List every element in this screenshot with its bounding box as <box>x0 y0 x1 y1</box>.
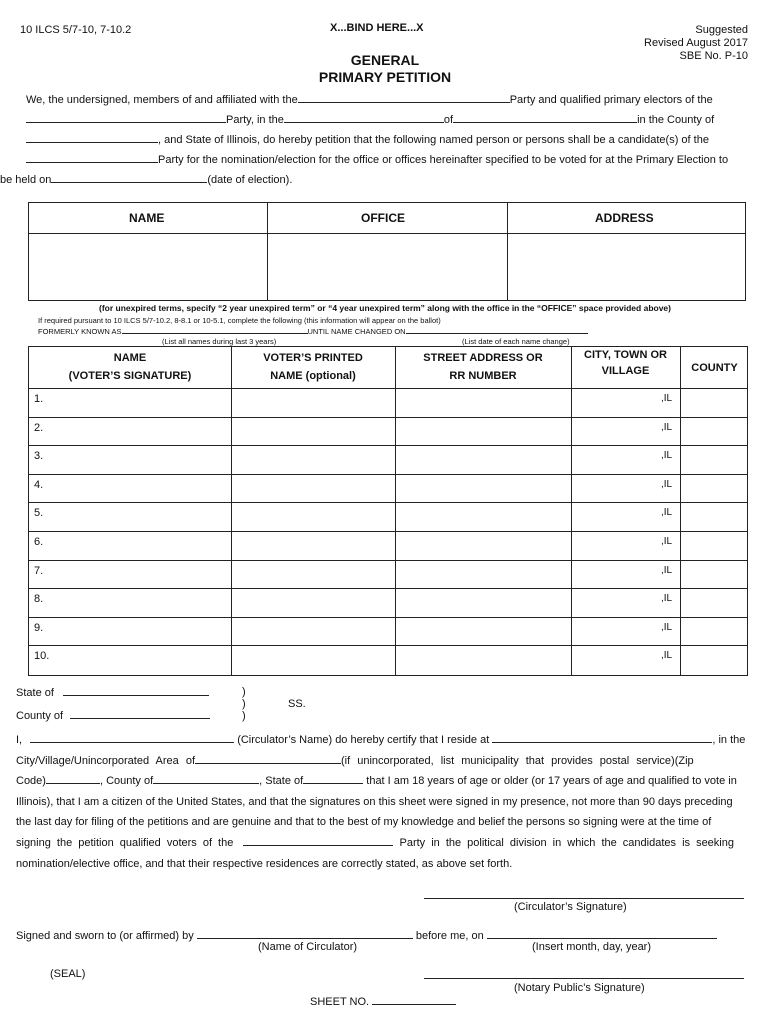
sheet-no-label: SHEET NO. <box>310 996 370 1008</box>
printed-name-cell[interactable] <box>231 561 395 589</box>
table-row <box>29 532 747 561</box>
voter-signature-cell[interactable] <box>29 503 231 531</box>
intro-text-2: Party and qualified primary electors of the <box>509 94 713 106</box>
street-address-cell[interactable] <box>395 589 571 617</box>
candidate-office-cell[interactable] <box>268 234 507 301</box>
political-division-field[interactable] <box>284 112 444 123</box>
row-number: 9. <box>34 621 44 634</box>
page-title <box>0 52 770 86</box>
venue-county-field[interactable] <box>70 708 210 719</box>
state-suffix: ,IL <box>661 564 673 576</box>
table-row <box>29 446 747 475</box>
header-county: COUNTY <box>691 362 738 374</box>
cert-text-8: , State of <box>259 775 304 788</box>
circulator-party-field[interactable] <box>243 835 393 846</box>
row-number: 3. <box>34 450 44 463</box>
county-cell[interactable] <box>680 618 749 646</box>
cert-text-3: , in the <box>712 734 746 746</box>
printed-name-cell[interactable] <box>231 446 395 474</box>
until-changed-label: UNTIL NAME CHANGED ON <box>307 327 406 336</box>
row-number: 6. <box>34 535 44 548</box>
revised-date: Revised August 2017 <box>644 37 748 49</box>
table-row <box>29 475 747 504</box>
printed-name-cell[interactable] <box>231 503 395 531</box>
ss-label: SS. <box>288 698 306 710</box>
election-date-field[interactable] <box>51 172 207 183</box>
cert-text-12: signing the petition qualified voters of the <box>16 836 234 849</box>
sworn-row <box>16 928 717 942</box>
table-row <box>29 503 747 532</box>
cert-text-4: City/Village/Unincorporated Area of <box>16 754 196 767</box>
state-suffix: ,IL <box>661 393 673 404</box>
intro-text-1: We, the undersigned, members of and affiliated with the <box>26 94 298 106</box>
printed-name-cell[interactable] <box>231 532 395 560</box>
county-cell[interactable] <box>680 389 749 417</box>
state-suffix: ,IL <box>661 535 673 547</box>
cert-text-1: I, <box>16 734 23 746</box>
intro-text-3: Party, in the <box>226 114 284 126</box>
voter-signature-cell[interactable] <box>29 446 231 474</box>
form-number: SBE No. P-10 <box>679 50 748 62</box>
street-address-cell[interactable] <box>395 561 571 589</box>
insert-date-hint: (Insert month, day, year) <box>532 941 652 953</box>
county-cell[interactable] <box>680 589 749 617</box>
header-printed-name <box>231 349 395 385</box>
title-line-1: GENERAL <box>350 52 420 68</box>
candidate-table-header <box>29 203 745 234</box>
sheet-number-row <box>310 994 456 1008</box>
voter-signature-cell[interactable] <box>29 561 231 589</box>
row-number: 2. <box>34 421 44 434</box>
street-address-cell[interactable] <box>395 503 571 531</box>
cert-text-11: the last day for filing of the petitions and are genuine and that to the best of my knowledge and belief the persons so signing were at the time of <box>16 816 712 829</box>
party-name-field[interactable] <box>298 92 510 103</box>
intro-text-7: Party for the nomination/election for the office or offices hereinafter specified to be voted for at the Primary Election to <box>158 154 729 166</box>
state-suffix: ,IL <box>661 478 673 490</box>
county-cell[interactable] <box>680 646 749 675</box>
voter-signature-cell[interactable] <box>29 618 231 646</box>
state-suffix: ,IL <box>661 593 673 605</box>
former-names-field[interactable] <box>122 326 308 334</box>
cert-text-9: that I am 18 years of age or older (or 17 years of age and qualified to vote in <box>366 775 737 788</box>
row-number: 5. <box>34 507 44 520</box>
division-name-field[interactable] <box>453 112 637 123</box>
state-suffix: ,IL <box>661 650 673 662</box>
header-voter-signature <box>29 349 231 385</box>
table-row <box>29 418 747 447</box>
county-field[interactable] <box>26 132 158 143</box>
state-suffix: ,IL <box>661 421 673 433</box>
county-cell[interactable] <box>680 503 749 531</box>
state-of-row <box>16 685 209 699</box>
table-row <box>29 589 747 618</box>
header-office: OFFICE <box>361 211 405 225</box>
county-cell[interactable] <box>680 532 749 560</box>
cert-text-7: , County of <box>99 775 154 788</box>
header-address: ADDRESS <box>595 211 654 225</box>
circulator-city-field[interactable] <box>195 753 341 764</box>
cert-text-14: nomination/elective office, and that their respective residences are correctly stated, as above set forth. <box>16 857 513 870</box>
seal-label: (SEAL) <box>50 968 86 980</box>
street-address-cell[interactable] <box>395 618 571 646</box>
table-row <box>29 618 747 647</box>
title-line-2: PRIMARY PETITION <box>318 69 452 85</box>
table-row <box>29 561 747 590</box>
voter-signature-cell[interactable] <box>29 589 231 617</box>
cert-text-13: Party in the political division in which the candidates is seeking <box>399 836 734 849</box>
county-cell[interactable] <box>680 418 749 446</box>
bracket: ) <box>242 686 246 698</box>
circulator-signature-line[interactable] <box>424 898 744 899</box>
row-number: 7. <box>34 564 44 577</box>
header-name: NAME <box>129 211 165 225</box>
header-city-line2: VILLAGE <box>601 365 650 377</box>
sheet-number-field[interactable] <box>372 994 456 1005</box>
row-number: 8. <box>34 593 44 606</box>
signature-rows <box>29 389 747 675</box>
voter-signature-cell[interactable] <box>29 646 231 675</box>
circulator-county-field[interactable] <box>153 773 259 784</box>
unexpired-term-note: (for unexpired terms, specify “2 year unexpired term” or “4 year unexpired term” along with the office in the “OFFICE” space provided above) <box>98 303 671 313</box>
cert-text-6: Code) <box>16 775 46 788</box>
table-row <box>29 389 747 418</box>
state-suffix: ,IL <box>661 450 673 462</box>
formerly-known-label: FORMERLY KNOWN AS <box>38 327 122 336</box>
candidate-table <box>28 202 746 301</box>
printed-name-cell[interactable] <box>231 389 395 417</box>
state-suffix: ,IL <box>661 621 673 633</box>
sworn-label: Signed and sworn to (or affirmed) by <box>16 930 194 942</box>
suggested-label: Suggested <box>695 24 748 36</box>
certification-paragraph <box>16 730 748 874</box>
printed-name-cell[interactable] <box>231 618 395 646</box>
before-me-label: before me, on <box>415 930 484 942</box>
candidate-address-cell[interactable] <box>508 234 746 301</box>
cert-text-10: Illinois), that I am a citizen of the United States, and that the signatures on this sheet were signed in my presence, not more than 90 days preceding <box>16 795 733 808</box>
voter-signature-cell[interactable] <box>29 532 231 560</box>
party-name-field-2[interactable] <box>26 112 226 123</box>
printed-name-cell[interactable] <box>231 475 395 503</box>
intro-text-8: be held on <box>0 174 52 186</box>
cert-text-2: (Circulator’s Name) do hereby certify that I reside at <box>237 734 490 746</box>
county-cell[interactable] <box>680 446 749 474</box>
printed-name-cell[interactable] <box>231 418 395 446</box>
signature-table-header <box>29 347 747 389</box>
candidate-name-cell[interactable] <box>29 234 267 301</box>
formerly-known-row <box>38 326 588 336</box>
printed-name-cell[interactable] <box>231 589 395 617</box>
bracket: ) <box>242 710 246 722</box>
header-voter-signature-line1: NAME <box>113 352 147 364</box>
circulator-state-field[interactable] <box>303 773 363 784</box>
county-of-label: County of <box>16 710 64 722</box>
intro-text-4: of <box>443 114 454 126</box>
county-of-row <box>16 708 210 722</box>
venue-state-field[interactable] <box>63 685 209 696</box>
street-address-cell[interactable] <box>395 532 571 560</box>
header-voter-signature-line2: (VOTER’S SIGNATURE) <box>68 370 192 382</box>
voter-signature-cell[interactable] <box>29 389 231 417</box>
street-address-cell[interactable] <box>395 475 571 503</box>
name-of-circulator-hint: (Name of Circulator) <box>258 941 358 953</box>
header-street-address <box>395 349 571 385</box>
sworn-date-field[interactable] <box>487 928 717 939</box>
list-dates-hint: (List date of each name change) <box>462 337 570 346</box>
notary-signature-line[interactable] <box>424 978 744 979</box>
header-city <box>571 347 680 379</box>
row-number: 10. <box>34 650 50 663</box>
sworn-circulator-field[interactable] <box>197 928 413 939</box>
intro-paragraph <box>0 90 748 190</box>
bind-here-label: X...BIND HERE...X <box>330 22 424 34</box>
statute-reference: 10 ILCS 5/7-10, 7-10.2 <box>20 24 132 36</box>
header-printed-name-line2: NAME (optional) <box>270 370 356 382</box>
street-address-cell[interactable] <box>395 446 571 474</box>
header-city-line1: CITY, TOWN OR <box>584 349 667 361</box>
signature-table <box>28 346 748 676</box>
street-address-cell[interactable] <box>395 389 571 417</box>
street-address-cell[interactable] <box>395 646 571 675</box>
header-street-address-line1: STREET ADDRESS OR <box>423 352 543 364</box>
change-date-field[interactable] <box>406 326 588 334</box>
voter-signature-cell[interactable] <box>29 418 231 446</box>
header-street-address-line2: RR NUMBER <box>449 370 517 382</box>
county-cell[interactable] <box>680 475 749 503</box>
intro-text-9: (date of election). <box>207 174 293 186</box>
circulator-zip-field[interactable] <box>46 773 100 784</box>
circulator-address-field[interactable] <box>492 732 712 743</box>
street-address-cell[interactable] <box>395 418 571 446</box>
venue-brackets <box>242 686 246 722</box>
list-names-hint: (List all names during last 3 years) <box>162 337 277 346</box>
header-printed-name-line1: VOTER’S PRINTED <box>263 352 363 364</box>
circulator-signature-label: (Circulator’s Signature) <box>514 901 627 913</box>
state-suffix: ,IL <box>661 507 673 519</box>
required-note: If required pursuant to 10 ILCS 5/7-10.2, 8-8.1 or 10-5.1, complete the following (this information will appear on the ballot) <box>38 316 441 325</box>
table-row <box>29 646 747 675</box>
row-number: 4. <box>34 478 44 491</box>
state-of-label: State of <box>16 687 54 699</box>
cert-text-5: (if unincorporated, list municipality that provides postal service)(Zip <box>341 754 694 767</box>
notary-signature-label: (Notary Public’s Signature) <box>514 982 645 994</box>
county-cell[interactable] <box>680 561 749 589</box>
row-number: 1. <box>34 393 44 405</box>
intro-text-5: in the County of <box>637 114 715 126</box>
circulator-name-field[interactable] <box>30 732 234 743</box>
voter-signature-cell[interactable] <box>29 475 231 503</box>
intro-text-6: , and State of Illinois, do hereby petition that the following named person or persons shall be a candidate(s) of the <box>158 134 709 146</box>
party-name-field-3[interactable] <box>26 152 158 163</box>
bracket: ) <box>242 698 246 710</box>
printed-name-cell[interactable] <box>231 646 395 675</box>
